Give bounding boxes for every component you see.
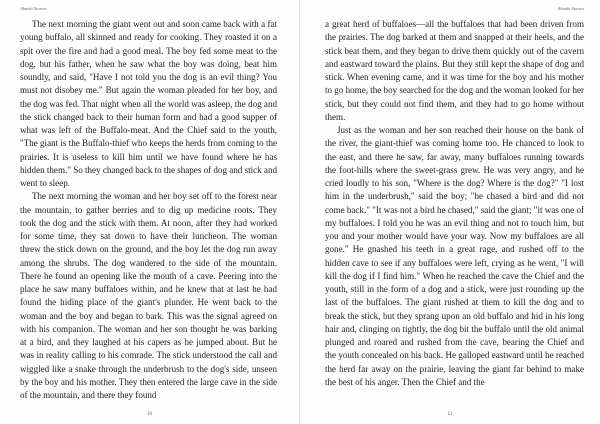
- paragraph: Just as the woman and her son reached their house on the bank of the river, the giant-thief was coming home too. He chanced to look to the east, and there he saw, far away, many buffaloes running towards the foot-hills where the sweet-grass grew. He was very angry, and he cried loudly to his son, "Where is the dog? Where is the dog?" "I lost him in the underbrush," said the boy; "he chased a bird and did not come back." "It was not a bird he chased," said the giant; "it was one of my buffaloes. I told you he was an evil thing and not to touch him, but you and your mother would have your way. Now my buffaloes are all gone." He gnashed his teeth in a great rage, and rushed off to the hidden cave to see if any buffaloes were left, crying as he went, "I will kill the dog if I find him." When he reached the cave the Chief and the youth, still in the form of a dog and a stick, were just rounding up the last of the buffaloes. The giant rushed at them to kill the dog and to break the stick, but they sprang upon an old buffalo and hid in his long hair and, clinging on tightly, the dog bit the buffalo until the old animal plunged and roared and rushed from the cave, bearing the Chief and the youth concealed on his back. He galloped eastward until he reached the herd far away on the prairie, leaving the giant far behind to make the best of his anger. Then the Chief and the: [325, 125, 584, 387]
- paragraph: a great herd of buffaloes—all the buffaloes that had been driven from the prairies. The dog barked at them and snapped at their heels, and the stick beat them, and they began to drive them quickly out of the cavern and eastward toward the plains. But they still kept the shape of dog and stick. When evening came, and it was time for the boy and his mother to go home, the boy searched for the dog and the woman looked for her stick, but they could not find them, and they had to go home without them.: [325, 19, 585, 122]
- paragraph: The next morning the giant went out and soon came back with a fat young buffalo, all skinned and ready for cooking. They roasted it on a spit over the fire and had a good meal. The boy fed some meat to the dog, but his father, when he saw what the boy was doing, beat him soundly, and said, "Have I not told you the dog is an evil thing? You must not disobey me." But again the woman pleaded for her boy, and the dog was fed. That night when all the world was asleep, the dog and the stick changed back to their human form and had a good supper of what was left of the Buffalo-meat. And the Chief said to the youth, "The giant is the Buffalo-thief who keeps the herds from coming to the prairies. It is useless to kill him until we have found where he has hidden them." So they changed back to the shapes of dog and stick and went to sleep.: [20, 19, 277, 188]
- running-head-left: Abnaki Stories: [20, 6, 47, 11]
- running-head-right: Abnaki Stories: [557, 6, 584, 11]
- right-page-text: [325, 18, 584, 389]
- right-page: [300, 0, 600, 424]
- page-number-left: 10: [147, 412, 152, 417]
- page-number-right: 11: [447, 412, 453, 417]
- left-page-text: [20, 18, 277, 402]
- paragraph: The next morning the woman and her boy set off to the forest near the mountain, to gather berries and to dig up medicine roots. They took the dog and the stick with them. At noon, after they had worked for some time, they sat down to have their luncheon. The woman threw the stick down on the ground, and the boy let the dog run away among the shrubs. The dog wandered to the side of the mountain. There he found an opening like the mouth of a cave. Peering into the place he saw many buffaloes within, and he knew that at last he had found the hiding place of the giant's plunder. He went back to the woman and the boy and began to bark. This was the signal agreed on with his companion. The woman and her son thought he was barking at a bird, and they laughed at his capers as he jumped about. But he was in reality calling to his comrade. The stick understood the call and wiggled like a snake through the underbrush to the dog's side, unseen by the boy and his mother. They then entered the large cave in the side of the mountain, and there they found: [20, 191, 277, 400]
